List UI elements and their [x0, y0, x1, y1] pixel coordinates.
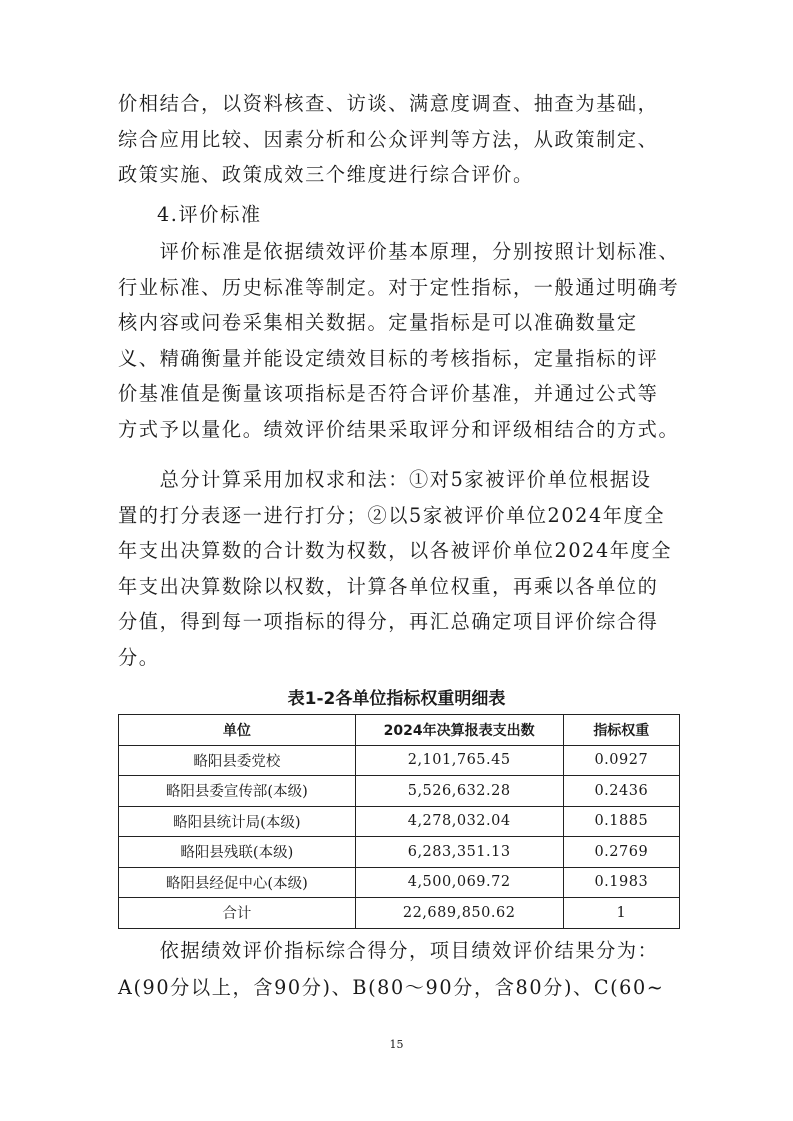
cell-weight: 0.0927	[563, 745, 679, 776]
cell-expenditure: 6,283,351.13	[355, 837, 563, 868]
cell-unit: 略阳县委党校	[119, 745, 356, 776]
section-heading: 4.评价标准	[157, 203, 262, 226]
text-line: 分。	[118, 645, 160, 669]
method-paragraph	[118, 462, 683, 675]
table-row	[119, 806, 680, 837]
text-line: 义、精确衡量并能设定绩效目标的考核指标，定量指标的评	[118, 346, 659, 370]
text-line: 评价标准是依据绩效评价基本原理，分别按照计划标准、	[118, 240, 680, 263]
table-header-row	[119, 715, 680, 746]
text-line: 政策实施、政策成效三个维度进行综合评价。	[118, 163, 534, 186]
cell-expenditure: 2,101,765.45	[355, 745, 563, 776]
text-line: 年支出决算数除以权数，计算各单位权重，再乘以各单位的	[118, 574, 659, 598]
text-line: A(90分以上，含90分)、B(80～90分，含80分)、C(60~	[118, 976, 665, 999]
weight-table	[118, 714, 680, 929]
text-line: 年支出决算数的合计数为权数，以各被评价单位2024年度全	[118, 539, 673, 562]
intro-paragraph	[118, 86, 683, 193]
text-line: 核内容或问卷采集相关数据。定量指标是可以准确数量定	[118, 311, 638, 334]
standard-paragraph	[118, 234, 683, 447]
table-row	[119, 867, 680, 898]
text-line: 总分计算采用加权求和法：①对5家被评价单位根据设	[118, 468, 652, 491]
cell-unit: 略阳县残联(本级)	[119, 837, 356, 868]
cell-expenditure: 4,500,069.72	[355, 867, 563, 898]
page-number: 15	[389, 1038, 404, 1051]
text-line: 置的打分表逐一进行打分；②以5家被评价单位2024年度全	[118, 503, 666, 527]
cell-weight: 0.2769	[563, 837, 679, 868]
result-paragraph	[118, 932, 688, 1006]
cell-weight: 0.2436	[563, 776, 679, 807]
text-line: 综合应用比较、因素分析和公众评判等方法，从政策制定、	[118, 127, 659, 151]
cell-unit: 略阳县经促中心(本级)	[119, 867, 356, 898]
text-line: 分值，得到每一项指标的得分，再汇总确定项目评价综合得	[118, 610, 659, 633]
text-line: 价相结合，以资料核查、访谈、满意度调查、抽查为基础，	[118, 92, 659, 115]
cell-unit: 略阳县统计局(本级)	[119, 806, 356, 837]
table-row	[119, 745, 680, 776]
table-row	[119, 837, 680, 868]
header-weight: 指标权重	[563, 715, 679, 746]
cell-unit: 合计	[119, 898, 356, 929]
text-line: 价基准值是衡量该项指标是否符合评价基准，并通过公式等	[118, 382, 659, 405]
header-expenditure: 2024年决算报表支出数	[355, 715, 563, 746]
cell-expenditure: 4,278,032.04	[355, 806, 563, 837]
table-row	[119, 776, 680, 807]
cell-expenditure: 5,526,632.28	[355, 776, 563, 807]
text-line: 方式予以量化。绩效评价结果采取评分和评级相结合的方式。	[118, 417, 680, 441]
cell-weight: 0.1885	[563, 806, 679, 837]
table-total-row	[119, 898, 680, 929]
cell-unit: 略阳县委宣传部(本级)	[119, 776, 356, 807]
cell-weight: 0.1983	[563, 867, 679, 898]
cell-weight: 1	[563, 898, 679, 929]
header-unit: 单位	[119, 715, 356, 746]
cell-expenditure: 22,689,850.62	[355, 898, 563, 929]
text-line: 行业标准、历史标准等制定。对于定性指标，一般通过明确考	[118, 275, 680, 299]
text-line: 依据绩效评价指标综合得分，项目绩效评价结果分为：	[118, 939, 659, 962]
table-title: 表1-2各单位指标权重明细表	[287, 689, 506, 709]
